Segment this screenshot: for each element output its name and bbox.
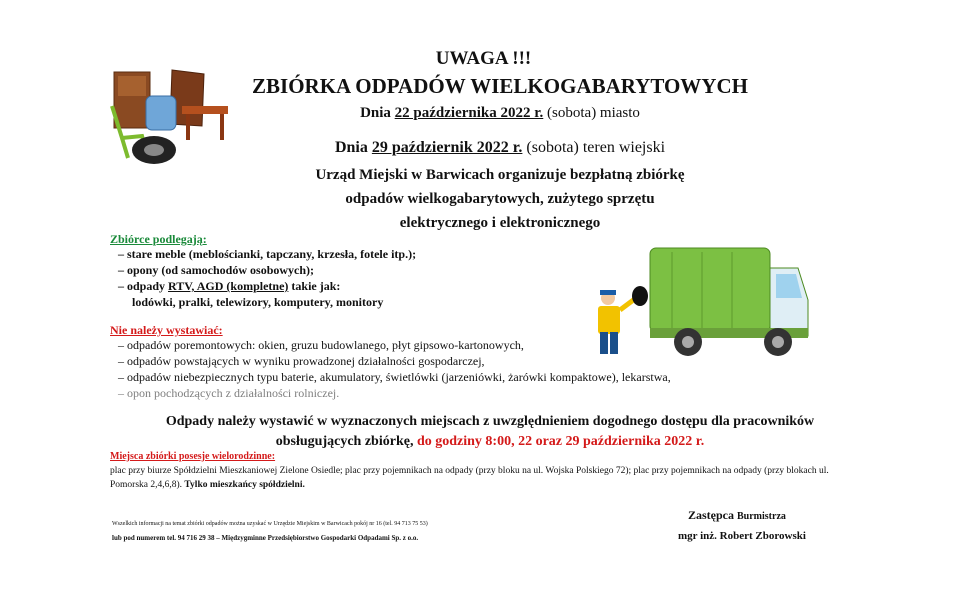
warning-heading: UWAGA !!! [435, 48, 532, 69]
footer-info-2: lub pod numerem tel. 94 716 29 38 – Międzygminne Przedsiębiorstwo Gospodarki Odpadami Sp. z o.o. [112, 534, 419, 542]
rejected-list [118, 337, 671, 401]
notice-text: Odpady należy wystawić w wyznaczonych miejscach z uwzględnieniem dogodnego dostępu dla pracowników obsługujących zbiórkę, do godziny 8:00, 22 oraz 29 października 2022 r. [165, 414, 815, 449]
list-item: – odpadów niebezpiecznych typu baterie, akumulatory, świetlówki (jarzeniówki, żarówki kompaktowe), lekarstwa, [118, 369, 671, 385]
date-city: 22 października 2022 r. [394, 105, 544, 121]
deadline-text: do godziny 8:00, 22 oraz 29 października 2022 r. [416, 434, 705, 449]
signature-role: Zastępca Burmistrza [688, 508, 786, 522]
list-item: – opon pochodzących z działalności rolniczej. [118, 385, 671, 401]
organizer-text: Urząd Miejski w Barwicach organizuje bezpłatną zbiórkę odpadów wielkogabarytowych, zużytego sprzętu elektrycznego i elektronicznego [315, 167, 685, 231]
list-item: – opony (od samochodów osobowych); [118, 262, 416, 278]
accepted-title: Zbiórce podlegają: [110, 232, 207, 246]
accepted-list [118, 246, 416, 310]
signature-name: mgr inż. Robert Zborowski [678, 530, 806, 542]
locations-text: plac przy biurze Spółdzielni Mieszkaniowej Zielone Osiedle; plac przy pojemnikach na odpady (przy bloku na ul. Wojska Polskiego 72); plac przy pojemnikach na odpady (przy blokach ul. Pomorska 2,4,6,8). Tylko mieszkańcy spółdzielni. [110, 466, 829, 490]
page-title: ZBIÓRKA ODPADÓW WIELKOGABARYTOWYCH [252, 74, 748, 98]
list-item: lodówki, pralki, telewizory, komputery, monitory [132, 295, 384, 309]
list-item: – odpady RTV, AGD (kompletne) takie jak: [118, 278, 416, 294]
list-item: – odpadów powstających w wyniku prowadzonej działalności gospodarczej, [118, 353, 671, 369]
date-line-city: Dnia 22 października 2022 r. (sobota) miasto [360, 105, 640, 121]
list-item: – stare meble (meblościanki, tapczany, krzesła, fotele itp.); [118, 246, 416, 262]
footer-info-1: Wszelkich informacji na temat zbiórki odpadów można uzyskać w Urzędzie Miejskim w Barwicach pokój nr 16 (tel. 94 713 75 53) [112, 521, 428, 527]
list-item: – odpadów poremontowych: okien, gruzu budowlanego, płyt gipsowo-kartonowych, [118, 337, 671, 353]
date-line-rural: Dnia 29 październik 2022 r. (sobota) teren wiejski [334, 139, 666, 156]
locations-title: Miejsca zbiórki posesje wielorodzinne: [110, 451, 276, 462]
rejected-title: Nie należy wystawiać: [110, 323, 223, 337]
date-rural: 29 październik 2022 r. [371, 139, 523, 156]
